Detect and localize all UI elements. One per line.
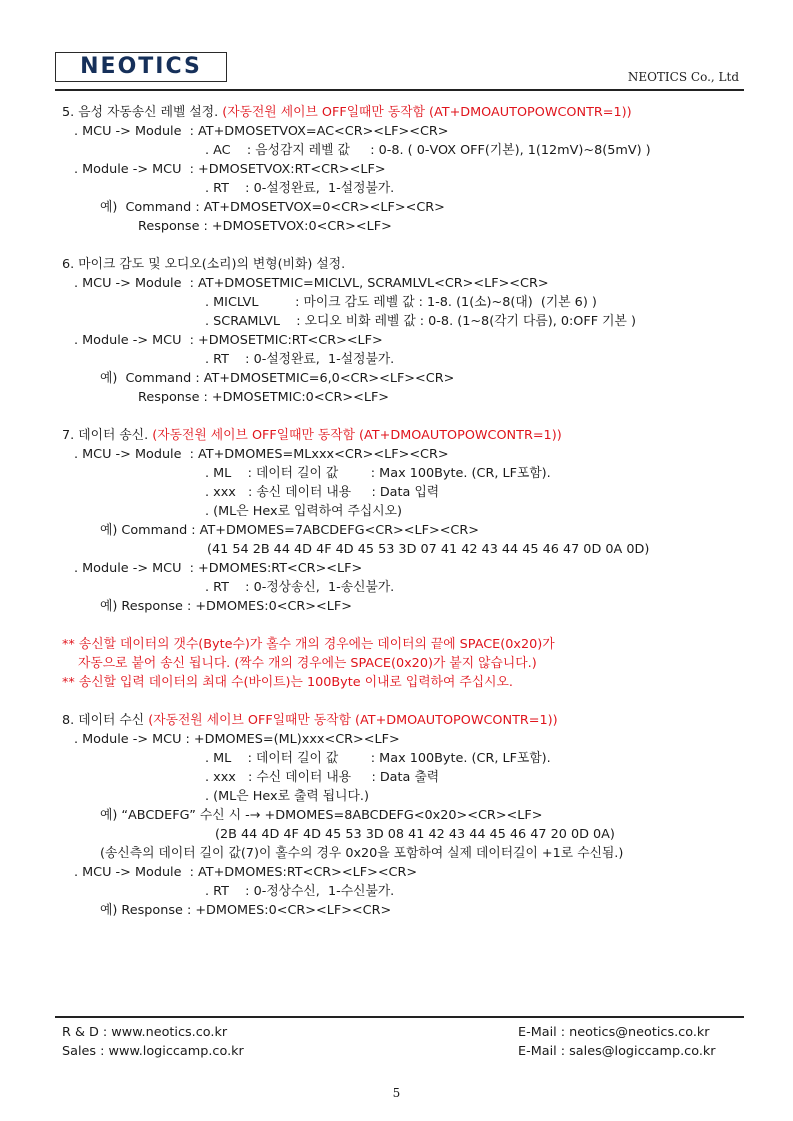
text-line	[62, 428, 562, 444]
line-text: . MCU -> Module : AT+DMOMES=MLxxx<CR><LF><CR>	[74, 447, 449, 462]
text-line	[62, 713, 558, 729]
footer-email-neotics: E-Mail : neotics@neotics.co.kr	[518, 1025, 710, 1040]
line-text: . MCU -> Module : AT+DMOMES:RT<CR><LF><CR>	[74, 865, 418, 880]
text-line	[74, 447, 449, 463]
line-text: . (ML은 Hex로 입력하여 주십시오)	[205, 504, 402, 519]
red-note-text: 자동으로 붙어 송신 됩니다. (짝수 개의 경우에는 SPACE(0x20)가 붙지 않습니다.)	[78, 656, 537, 671]
line-text: . RT : 0-설정완료, 1-설정불가.	[205, 352, 395, 367]
line-text: 예) Response : +DMOMES:0<CR><LF>	[100, 599, 352, 614]
logo-text: NEOTICS	[80, 54, 202, 79]
text-line	[205, 295, 597, 311]
line-text: 예) Response : +DMOMES:0<CR><LF><CR>	[100, 903, 392, 918]
text-line	[205, 751, 551, 767]
text-line	[138, 390, 389, 406]
line-text: . SCRAMLVL : 오디오 비화 레벨 값 : 0-8. (1~8(각기 다름), 0:OFF 기본 )	[205, 314, 636, 329]
footer-email-sales: E-Mail : sales@logiccamp.co.kr	[518, 1044, 716, 1059]
line-text: . (ML은 Hex로 출력 됩니다.)	[205, 789, 369, 804]
footer-rd-url: R & D : www.neotics.co.kr	[62, 1025, 228, 1040]
footer-divider	[55, 1016, 744, 1018]
page-number: 5	[392, 1086, 401, 1100]
text-line	[205, 789, 369, 805]
line-text: . xxx : 송신 데이터 내용 : Data 입력	[205, 485, 440, 500]
text-line	[78, 656, 537, 672]
text-line	[205, 352, 394, 368]
line-text: . Module -> MCU : +DMOSETMIC:RT<CR><LF>	[74, 333, 383, 348]
text-line	[100, 371, 454, 387]
line-text: . ML : 데이터 길이 값 : Max 100Byte. (CR, LF포함).	[205, 751, 551, 766]
line-text: 예) Command : AT+DMOSETVOX=0<CR><LF><CR>	[100, 200, 445, 215]
text-line	[62, 637, 555, 653]
line-text: . Module -> MCU : +DMOSETVOX:RT<CR><LF>	[74, 162, 386, 177]
line-text: 8. 데이터 수신	[62, 713, 149, 728]
line-text: (2B 44 4D 4F 4D 45 53 3D 08 41 42 43 44 45 46 47 20 0D 0A)	[215, 827, 615, 842]
line-text: . MCU -> Module : AT+DMOSETVOX=AC<CR><LF><CR>	[74, 124, 449, 139]
line-text: . AC : 음성감지 레벨 값 : 0-8. ( 0-VOX OFF(기본), 1(12mV)~8(5mV) )	[205, 143, 651, 158]
line-text: 5. 음성 자동송신 레벨 설정.	[62, 105, 223, 120]
line-text: (41 54 2B 44 4D 4F 4D 45 53 3D 07 41 42 43 44 45 46 47 0D 0A 0D)	[207, 542, 650, 557]
line-text: Response : +DMOSETMIC:0<CR><LF>	[138, 390, 390, 405]
red-note-text: ** 송신할 데이터의 갯수(Byte수)가 홀수 개의 경우에는 데이터의 끝에 SPACE(0x20)가	[62, 637, 555, 652]
text-line	[100, 523, 479, 539]
text-line	[100, 808, 542, 824]
text-line	[74, 561, 362, 577]
red-note-text: (자동전원 세이브 OFF일때만 동작함 (AT+DMOAUTOPOWCONTR=1))	[222, 105, 632, 120]
text-line	[205, 143, 651, 159]
line-text: 예) Command : AT+DMOMES=7ABCDEFG<CR><LF><CR>	[100, 523, 479, 538]
text-line	[74, 333, 383, 349]
text-line	[205, 770, 439, 786]
text-line	[205, 466, 551, 482]
line-text: 7. 데이터 송신.	[62, 428, 153, 443]
text-line	[74, 162, 386, 178]
line-text: 예) “ABCDEFG” 수신 시 -→ +DMOMES=8ABCDEFG<0x20><CR><LF>	[100, 808, 543, 823]
line-text: . Module -> MCU : +DMOMES:RT<CR><LF>	[74, 561, 363, 576]
text-line	[205, 580, 394, 596]
line-text: Response : +DMOSETVOX:0<CR><LF>	[138, 219, 392, 234]
text-line	[74, 124, 449, 140]
line-text: . RT : 0-설정완료, 1-설정불가.	[205, 181, 395, 196]
line-text: . RT : 0-정상수신, 1-수신불가.	[205, 884, 395, 899]
text-line	[205, 485, 439, 501]
text-line	[205, 504, 402, 520]
text-line	[205, 314, 636, 330]
line-text: . Module -> MCU : +DMOMES=(ML)xxx<CR><LF>	[74, 732, 400, 747]
text-line	[62, 257, 345, 273]
line-text: 예) Command : AT+DMOSETMIC=6,0<CR><LF><CR>	[100, 371, 455, 386]
line-text: . RT : 0-정상송신, 1-송신불가.	[205, 580, 395, 595]
text-line	[205, 884, 394, 900]
red-note-text: (자동전원 세이브 OFF일때만 동작함 (AT+DMOAUTOPOWCONTR=1))	[152, 428, 562, 443]
text-line	[62, 105, 632, 121]
company-name: NEOTICS Co., Ltd	[627, 70, 739, 84]
text-line	[205, 181, 394, 197]
text-line	[74, 732, 400, 748]
text-line	[100, 903, 391, 919]
line-text: . MCU -> Module : AT+DMOSETMIC=MICLVL, SCRAMLVL<CR><LF><CR>	[74, 276, 549, 291]
red-note-text: (자동전원 세이브 OFF일때만 동작함 (AT+DMOAUTOPOWCONTR=1))	[148, 713, 558, 728]
line-text: . MICLVL : 마이크 감도 레벨 값 : 1-8. (1(소)~8(대) (기본 6) )	[205, 295, 597, 310]
text-line	[100, 599, 352, 615]
line-text: (송신측의 데이터 길이 값(7)이 홀수의 경우 0x20을 포함하여 실제 데이터길이 +1로 수신됨.)	[100, 846, 624, 861]
text-line	[138, 219, 392, 235]
text-line	[74, 865, 417, 881]
text-line	[100, 846, 623, 862]
text-line	[207, 542, 649, 558]
footer-sales-url: Sales : www.logiccamp.co.kr	[62, 1044, 244, 1059]
line-text: . xxx : 수신 데이터 내용 : Data 출력	[205, 770, 440, 785]
text-line	[62, 675, 513, 691]
text-line	[100, 200, 445, 216]
text-line	[74, 276, 549, 292]
text-line	[215, 827, 615, 843]
line-text: 6. 마이크 감도 및 오디오(소리)의 변형(비화) 설정.	[62, 257, 346, 272]
line-text: . ML : 데이터 길이 값 : Max 100Byte. (CR, LF포함).	[205, 466, 551, 481]
red-note-text: ** 송신할 입력 데이터의 최대 수(바이트)는 100Byte 이내로 입력하여 주십시오.	[62, 675, 513, 690]
